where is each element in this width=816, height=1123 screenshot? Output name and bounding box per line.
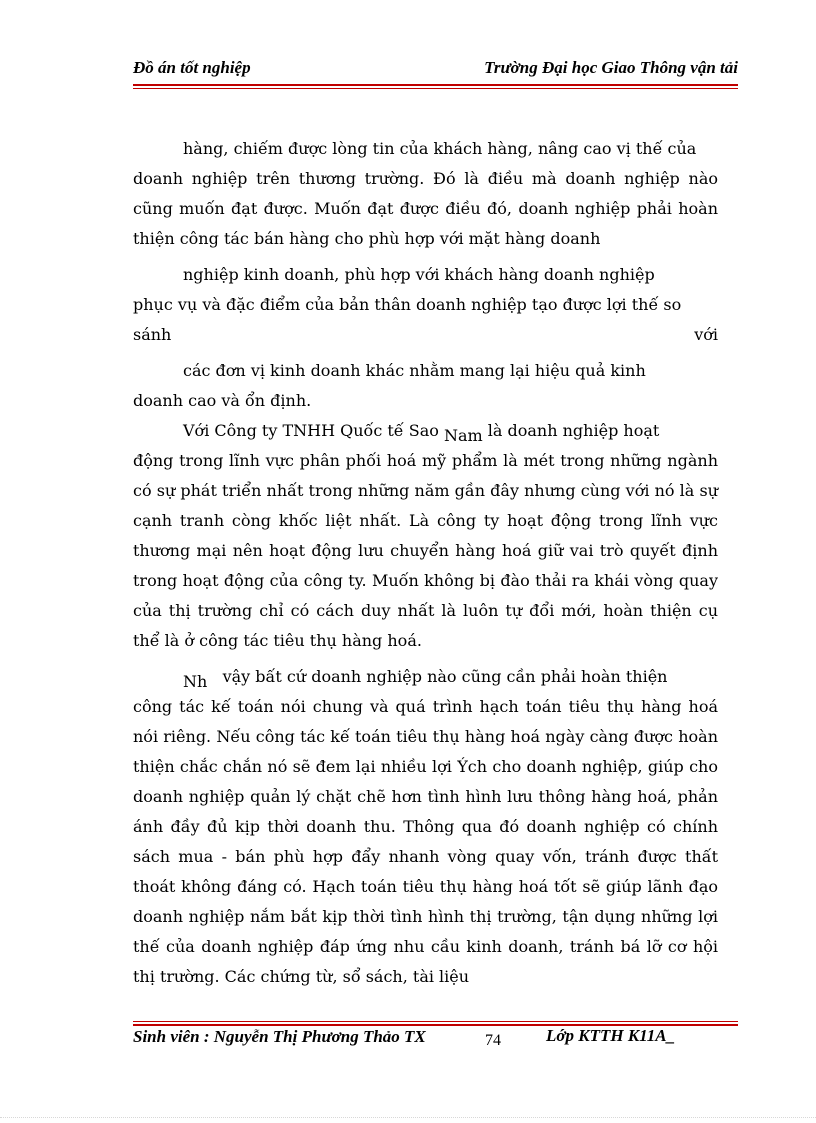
header-university: Trường Đại học Giao Thông vận tải (484, 58, 738, 77)
header-rule-top (133, 84, 738, 86)
page-footer (133, 1026, 738, 1076)
paragraph-1-first-line: hàng, chiếm được lòng tin của khách hàng, nâng cao vị thế của (183, 139, 697, 158)
paragraph-2-third-line (133, 320, 718, 350)
paragraph-2-word-left: sánh (133, 325, 172, 344)
paragraph-4-lead: Với Công ty TNHH Quốc tế Sao (183, 421, 439, 440)
paragraph-5-rest: công tác kế toán nói chung và quá trình hạch toán tiêu thụ hàng hoá nói riêng. Nếu công tác kế toán tiêu thụ hàng hoá ngày càng được hoàn thiện chắc chắn nó sẽ đem lại nhiều lợi Ých cho doanh nghiệp, giúp cho doanh nghiệp quản lý chặt chẽ hơn tình hình lưu thông hàng hoá, phản ánh đầy đủ kịp thời doanh thu. Thông qua đó doanh nghiệp có chính sách mua - bán phù hợp đẩy nhanh vòng quay vốn, tránh được thất thoát không đáng có. Hạch toán tiêu thụ hàng hoá tốt sẽ giúp lãnh đạo doanh nghiệp nắm bắt kịp thời tình hình thị trường, tận dụng những lợi thế của doanh nghiệp đáp ứng nhu cầu kinh doanh, tránh bá lỡ cơ hội thị trường. Các chứng từ, sổ sách, tài liệu (133, 697, 718, 986)
paragraph-2-second-line: phục vụ và đặc điểm của bản thân doanh nghiệp tạo được lợi thế so (133, 295, 682, 314)
paragraph-1-rest: doanh nghiệp trên thương trường. Đó là điều mà doanh nghiệp nào cũng muốn đạt được. Muốn đạt được điều đó, doanh nghiệp phải hoàn thiện công tác bán hàng cho phù hợp với mặt hàng doanh (133, 169, 718, 248)
document-body (133, 134, 718, 992)
paragraph-5-subscript: Nh (183, 672, 208, 691)
paragraph-3-second-line: doanh cao và ổn định. (133, 391, 312, 410)
paragraph-2-word-right: với (694, 325, 718, 344)
paragraph-4-subscript: Nam (443, 426, 483, 445)
paragraph-5-first-line (133, 662, 718, 692)
header-rule-bottom (133, 88, 738, 89)
footer-class: Lớp KTTH K11A_ (546, 1026, 676, 1045)
paragraph-5-tail: vậy bất cứ doanh nghiệp nào cũng cần phải hoàn thiện (222, 667, 668, 686)
paragraph-4-rest: động trong lĩnh vực phân phối hoá mỹ phẩm là mét trong những ngành có sự phát triển nhất trong những năm gần đây nhưng cùng với nó là sự cạnh tranh còng khốc liệt nhất. Là công ty hoạt động trong lĩnh vực thương mại nên hoạt động lưu chuyển hàng hoá giữ vai trò quyết định trong hoạt động của công ty. Muốn không bị đào thải ra khái vòng quay của thị trường chỉ có cách duy nhất là luôn tự đổi mới, hoàn thiện cụ thể là ở công tác tiêu thụ hàng hoá. (133, 451, 718, 650)
header-document-type: Đồ án tốt nghiệp (133, 58, 251, 77)
paragraph-3-first-line: các đơn vị kinh doanh khác nhằm mang lại hiệu quả kinh (183, 361, 646, 380)
footer-rule-top (133, 1021, 738, 1022)
paragraph-4-tail: là doanh nghiệp hoạt (482, 421, 660, 440)
footer-student-name: Sinh viên : Nguyễn Thị Phương Thảo TX (133, 1027, 426, 1046)
paragraph-2-first-line: nghiệp kinh doanh, phù hợp với khách hàng doanh nghiệp (183, 265, 655, 284)
paragraph-4-first-line (133, 416, 718, 446)
page-number: 74 (485, 1032, 501, 1049)
page-bottom-dotted-edge (0, 1117, 816, 1118)
page-header (133, 58, 738, 80)
